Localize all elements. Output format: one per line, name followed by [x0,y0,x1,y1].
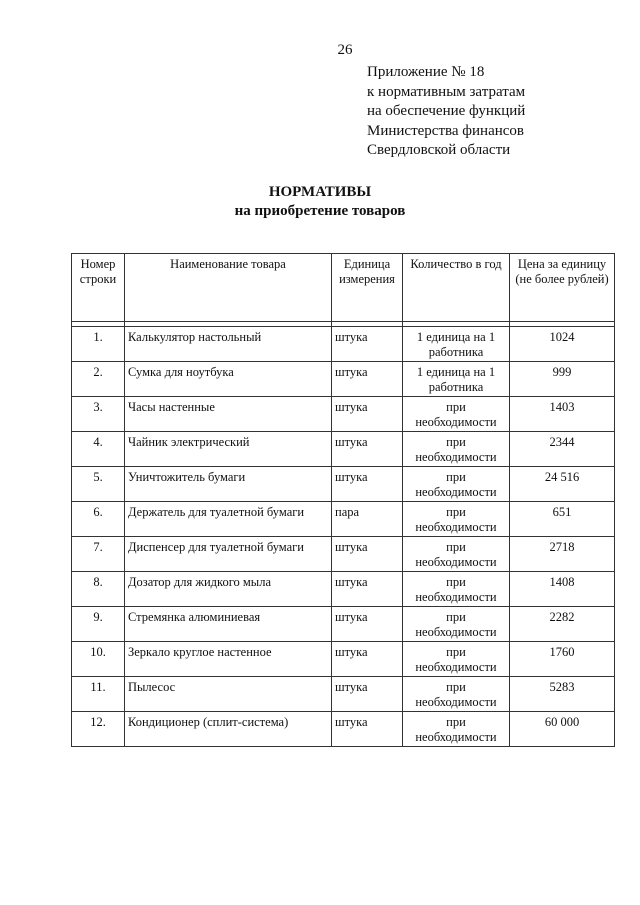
row-price: 1760 [510,642,615,677]
row-name: Уничтожитель бумаги [125,467,332,502]
row-quantity: при необходимости [403,712,510,747]
header-num: Номер строки [72,254,125,322]
row-quantity: при необходимости [403,432,510,467]
row-number: 1. [72,327,125,362]
row-number: 11. [72,677,125,712]
row-quantity: при необходимости [403,607,510,642]
row-quantity: при необходимости [403,397,510,432]
table-row [72,327,615,362]
row-price: 2718 [510,537,615,572]
row-quantity: 1 единица на 1 работника [403,362,510,397]
title-sub: на приобретение товаров [234,203,406,219]
row-unit: штука [332,467,403,502]
row-unit: штука [332,397,403,432]
page-number: 26 [337,42,353,58]
row-name: Сумка для ноутбука [125,362,332,397]
table-header-row [72,254,615,322]
appendix-line: Приложение № 18 [367,64,485,80]
row-quantity: 1 единица на 1 работника [403,327,510,362]
row-quantity: при необходимости [403,502,510,537]
row-number: 9. [72,607,125,642]
header-unit: Единица измерения [332,254,403,322]
row-unit: штука [332,712,403,747]
row-price: 1024 [510,327,615,362]
header-qty: Количество в год [403,254,510,322]
row-name: Зеркало круглое настенное [125,642,332,677]
table-row [72,432,615,467]
row-unit: штука [332,677,403,712]
row-number: 10. [72,642,125,677]
table-row [72,397,615,432]
row-number: 5. [72,467,125,502]
table-row [72,607,615,642]
table-row [72,502,615,537]
table-row [72,677,615,712]
row-number: 4. [72,432,125,467]
row-price: 60 000 [510,712,615,747]
row-quantity: при необходимости [403,677,510,712]
row-name: Пылесос [125,677,332,712]
row-unit: штука [332,537,403,572]
row-price: 2344 [510,432,615,467]
header-price: Цена за единицу (не более рублей) [510,254,615,322]
header-name: Наименование товара [125,254,332,322]
row-number: 8. [72,572,125,607]
row-price: 1403 [510,397,615,432]
appendix-line: к нормативным затратам [367,83,526,100]
row-quantity: при необходимости [403,537,510,572]
row-unit: штука [332,327,403,362]
row-name: Чайник электрический [125,432,332,467]
row-price: 651 [510,502,615,537]
row-unit: штука [332,362,403,397]
row-price: 24 516 [510,467,615,502]
row-name: Калькулятор настольный [125,327,332,362]
row-number: 3. [72,397,125,432]
row-number: 12. [72,712,125,747]
row-unit: штука [332,572,403,607]
row-quantity: при необходимости [403,572,510,607]
row-name: Диспенсер для туалетной бумаги [125,537,332,572]
row-unit: штука [332,607,403,642]
row-number: 7. [72,537,125,572]
table-row [72,572,615,607]
row-unit: штука [332,432,403,467]
row-unit: штука [332,642,403,677]
row-price: 1408 [510,572,615,607]
row-price: 999 [510,362,615,397]
row-number: 2. [72,362,125,397]
document-title [0,183,640,221]
row-price: 2282 [510,607,615,642]
row-name: Кондиционер (сплит-система) [125,712,332,747]
appendix-line: на обеспечение функций [367,103,526,119]
appendix-line: Свердловской области [367,142,511,158]
row-quantity: при необходимости [403,642,510,677]
row-price: 5283 [510,677,615,712]
table-row [72,362,615,397]
table-row [72,537,615,572]
row-name: Дозатор для жидкого мыла [125,572,332,607]
row-name: Стремянка алюминиевая [125,607,332,642]
norms-table [71,253,615,747]
row-name: Часы настенные [125,397,332,432]
row-name: Держатель для туалетной бумаги [125,502,332,537]
row-number: 6. [72,502,125,537]
appendix-line: Министерства финансов [367,122,524,139]
table-row [72,712,615,747]
title-main: НОРМАТИВЫ [268,184,372,200]
table-row [72,467,615,502]
appendix-header [367,63,525,161]
table-row [72,642,615,677]
row-quantity: при необходимости [403,467,510,502]
table-body [72,322,615,747]
row-unit: пара [332,502,403,537]
